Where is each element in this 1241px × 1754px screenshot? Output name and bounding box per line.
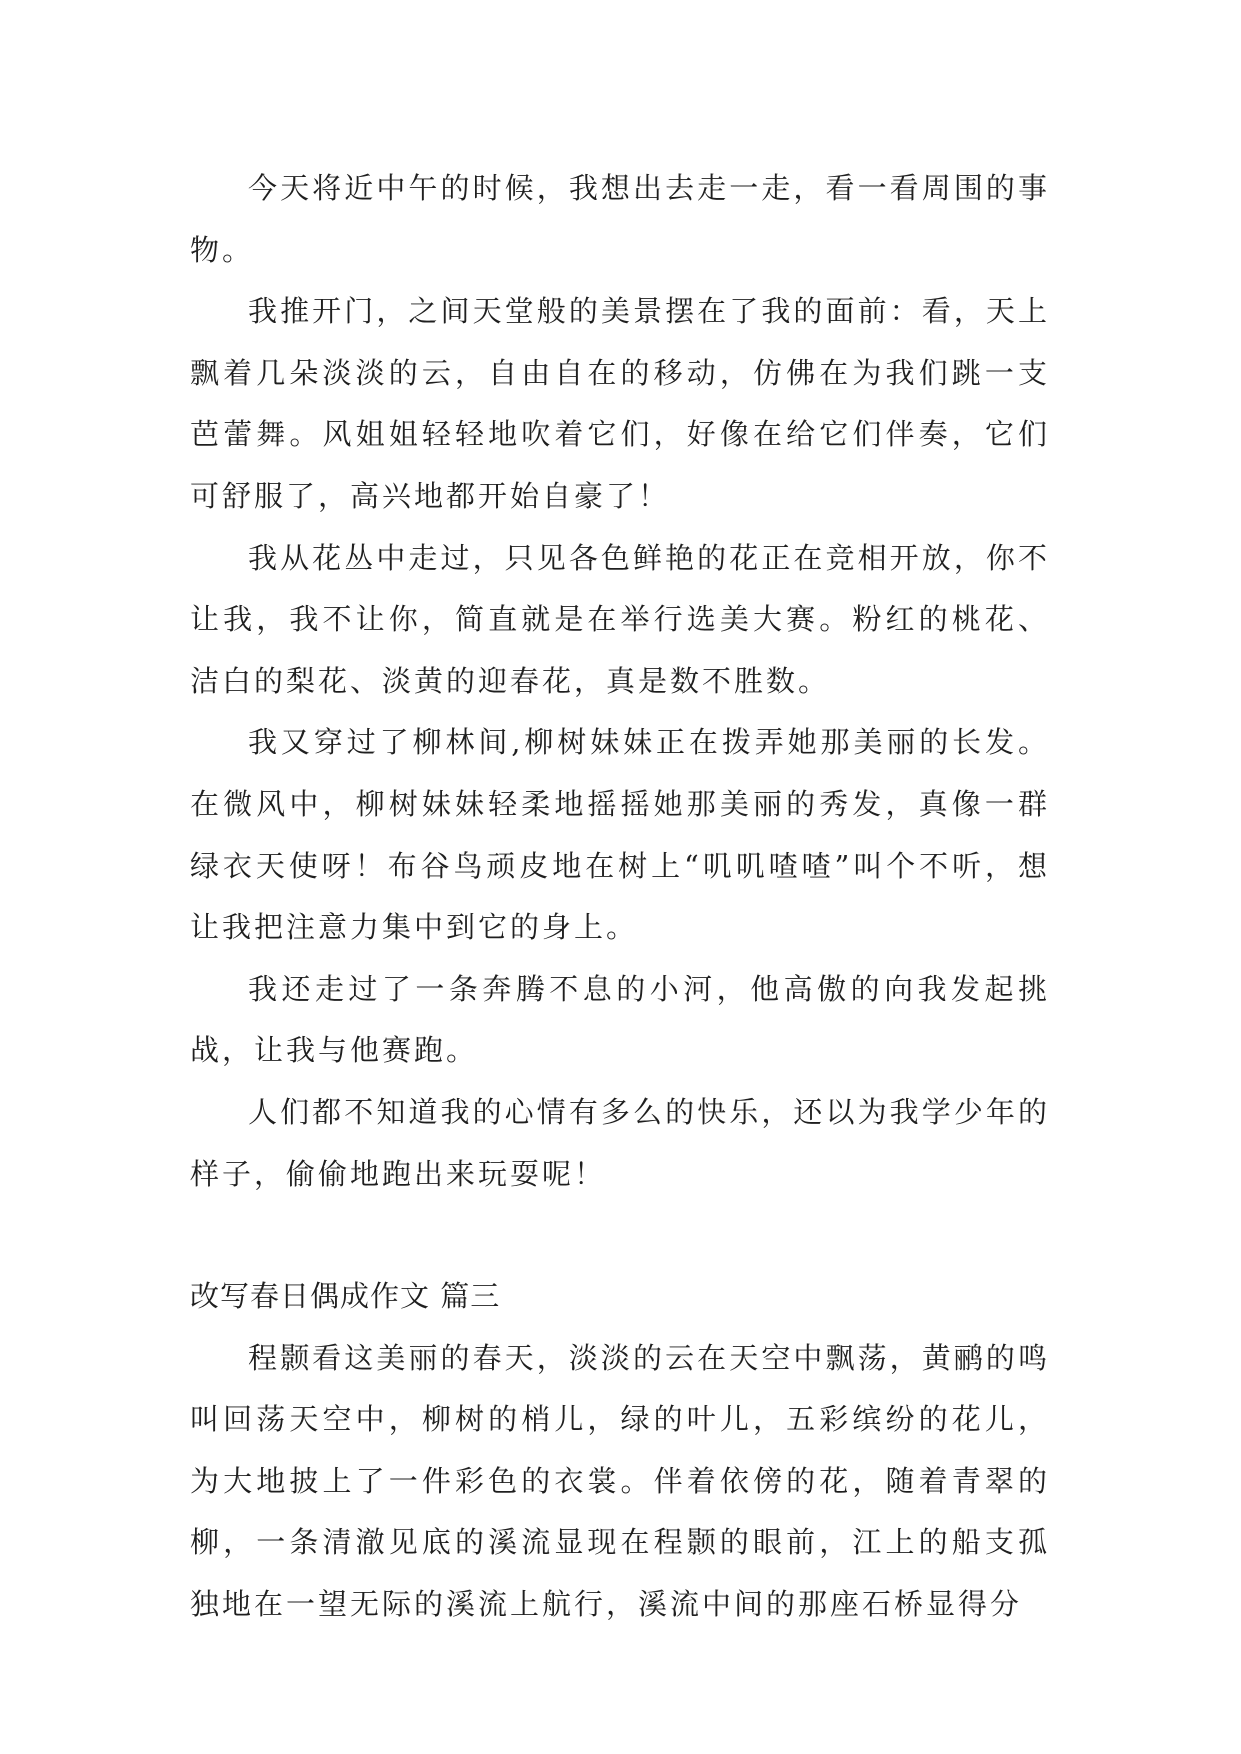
paragraph: 今天将近中午的时候，我想出去走一走，看一看周围的事物。 <box>190 171 1050 267</box>
paragraph: 我从花丛中走过，只见各色鲜艳的花正在竞相开放，你不让我，我不让你，简直就是在举行选美大赛。粉红的桃花、洁白的梨花、淡黄的迎春花，真是数不胜数。 <box>190 540 1050 698</box>
paragraph: 我还走过了一条奔腾不息的小河，他高傲的向我发起挑战，让我与他赛跑。 <box>190 971 1050 1068</box>
paragraph: 我又穿过了柳林间,柳树妹妹正在拨弄她那美丽的长发。在微风中，柳树妹妹轻柔地摇摇她那美丽的秀发，真像一群绿衣天使呀！布谷鸟顽皮地在树上“叽叽喳喳”叫个不听，想让我把注意力集中到它的身上。 <box>190 725 1050 945</box>
section-heading: 改写春日偶成作文 篇三 <box>190 1279 501 1314</box>
paragraph: 程颢看这美丽的春天，淡淡的云在天空中飘荡，黄鹂的鸣叫回荡天空中，柳树的梢儿，绿的叶儿，五彩缤纷的花儿，为大地披上了一件彩色的衣裳。伴着依傍的花，随着青翠的柳，一条清澈见底的溪流显现在程颢的眼前，江上的船支孤独地在一望无际的溪流上航行，溪流中间的那座石桥显得分 <box>190 1340 1050 1622</box>
paragraph: 我推开门，之间天堂般的美景摆在了我的面前：看，天上飘着几朵淡淡的云，自由自在的移动，仿佛在为我们跳一支芭蕾舞。风姐姐轻轻地吹着它们，好像在给它们伴奏，它们可舒服了，高兴地都开始自豪了！ <box>190 294 1050 513</box>
document-body <box>190 158 1050 1636</box>
paragraph: 人们都不知道我的心情有多么的快乐，还以为我学少年的样子，偷偷地跑出来玩耍呢！ <box>190 1094 1050 1191</box>
